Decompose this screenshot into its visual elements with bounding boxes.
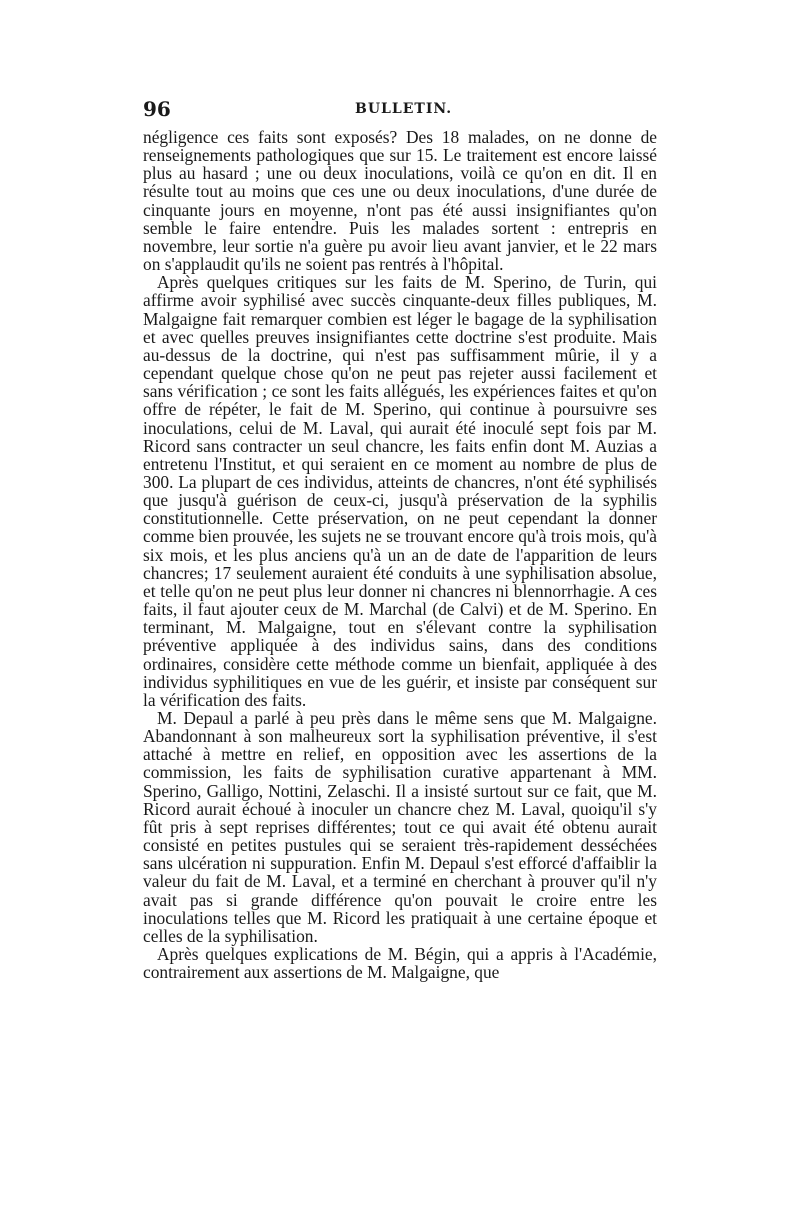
page-number: 96 (143, 97, 171, 121)
running-head: BULLETIN. (355, 101, 453, 117)
paragraph-4: Après quelques explications de M. Bégin, qui a appris à l'Académie, contrairement aux assertions de M. Malgaigne, que (143, 944, 657, 983)
paragraph-3: M. Depaul a parlé à peu près dans le même sens que M. Malgaigne. Abandonnant à son malheureux sort la syphilisation préventive, il s'est attaché à mettre en relief, en opposition avec les assertions de la commission, les faits de syphilisation curative appartenant à MM. Sperino, Galligo, Nottini, Zelaschi. Il a insisté surtout sur ce fait, que M. Ricord aurait échoué à inoculer un chancre chez M. Laval, quoiqu'il s'y fût pris à sept reprises différentes; tout ce qui avait été obtenu aurait consisté en petites pustules qui se seraient très-rapidement desséchées sans ulcération ni suppuration. Enfin M. Depaul s'est efforcé d'affaiblir la valeur du fait de M. Laval, et a terminé en cherchant à prouver qu'il n'y avait pas si grande différence qu'on pouvait le croire entre les inoculations telles que M. Ricord les pratiquait à une certaine époque et celles de la syphilisation. (143, 708, 657, 946)
page-header (143, 97, 657, 125)
paragraph-1: négligence ces faits sont exposés? Des 18 malades, on ne donne de renseignements pathologiques que sur 15. Le traitement est encore laissé plus au hasard ; une ou deux inoculations, voilà ce qu'on en dit. Il en résulte tout au moins que ces une ou deux inoculations, d'une durée de cinquante jours en moyenne, n'ont pas été aussi insignifiantes qu'on semble le faire entendre. Puis les malades sortent : entrepris en novembre, leur sortie n'a guère pu avoir lieu avant janvier, et le 22 mars on s'applaudit qu'ils ne soient pas rentrés à l'hôpital. (143, 127, 657, 275)
body-text (143, 128, 657, 981)
paragraph-2: Après quelques critiques sur les faits de M. Sperino, de Turin, qui affirme avoir syphilisé avec succès cinquante-deux filles publiques, M. Malgaigne fait remarquer combien est léger le bagage de la syphilisation et avec quelles preuves insignifiantes cette doctrine s'est produite. Mais au-dessus de la doctrine, qui n'est pas suffisamment mûrie, il y a cependant quelque chose qu'on ne peut pas rejeter aussi facilement et sans vérification ; ce sont les faits allégués, les expériences faites et qu'on offre de répéter, le fait de M. Sperino, qui continue à poursuivre ses inoculations, celui de M. Laval, qui aurait été inoculé sept fois par M. Ricord sans contracter un seul chancre, les faits enfin dont M. Auzias a entretenu l'Institut, et qui seraient en ce moment au nombre de plus de 300. La plupart de ces individus, atteints de chancres, n'ont été syphilisés que jusqu'à guérison de ceux-ci, jusqu'à préservation de la syphilis constitutionnelle. Cette préservation, on ne peut cependant la donner comme bien prouvée, les sujets ne se trouvant encore qu'à trois mois, qu'à six mois, et les plus anciens qu'à un an de date de l'apparition de leurs chancres; 17 seulement auraient été conduits à une syphilisation absolue, et telle qu'on ne peut plus leur donner ni chancres ni blennorrhagie. A ces faits, il faut ajouter ceux de M. Marchal (de Calvi) et de M. Sperino. En terminant, M. Malgaigne, tout en s'élevant contre la syphilisation préventive appliquée à des individus sains, dans des conditions ordinaires, considère cette méthode comme un bienfait, appliquée à des individus syphilitiques en vue de les guérir, et insiste par conséquent sur la vérification des faits. (143, 272, 657, 710)
